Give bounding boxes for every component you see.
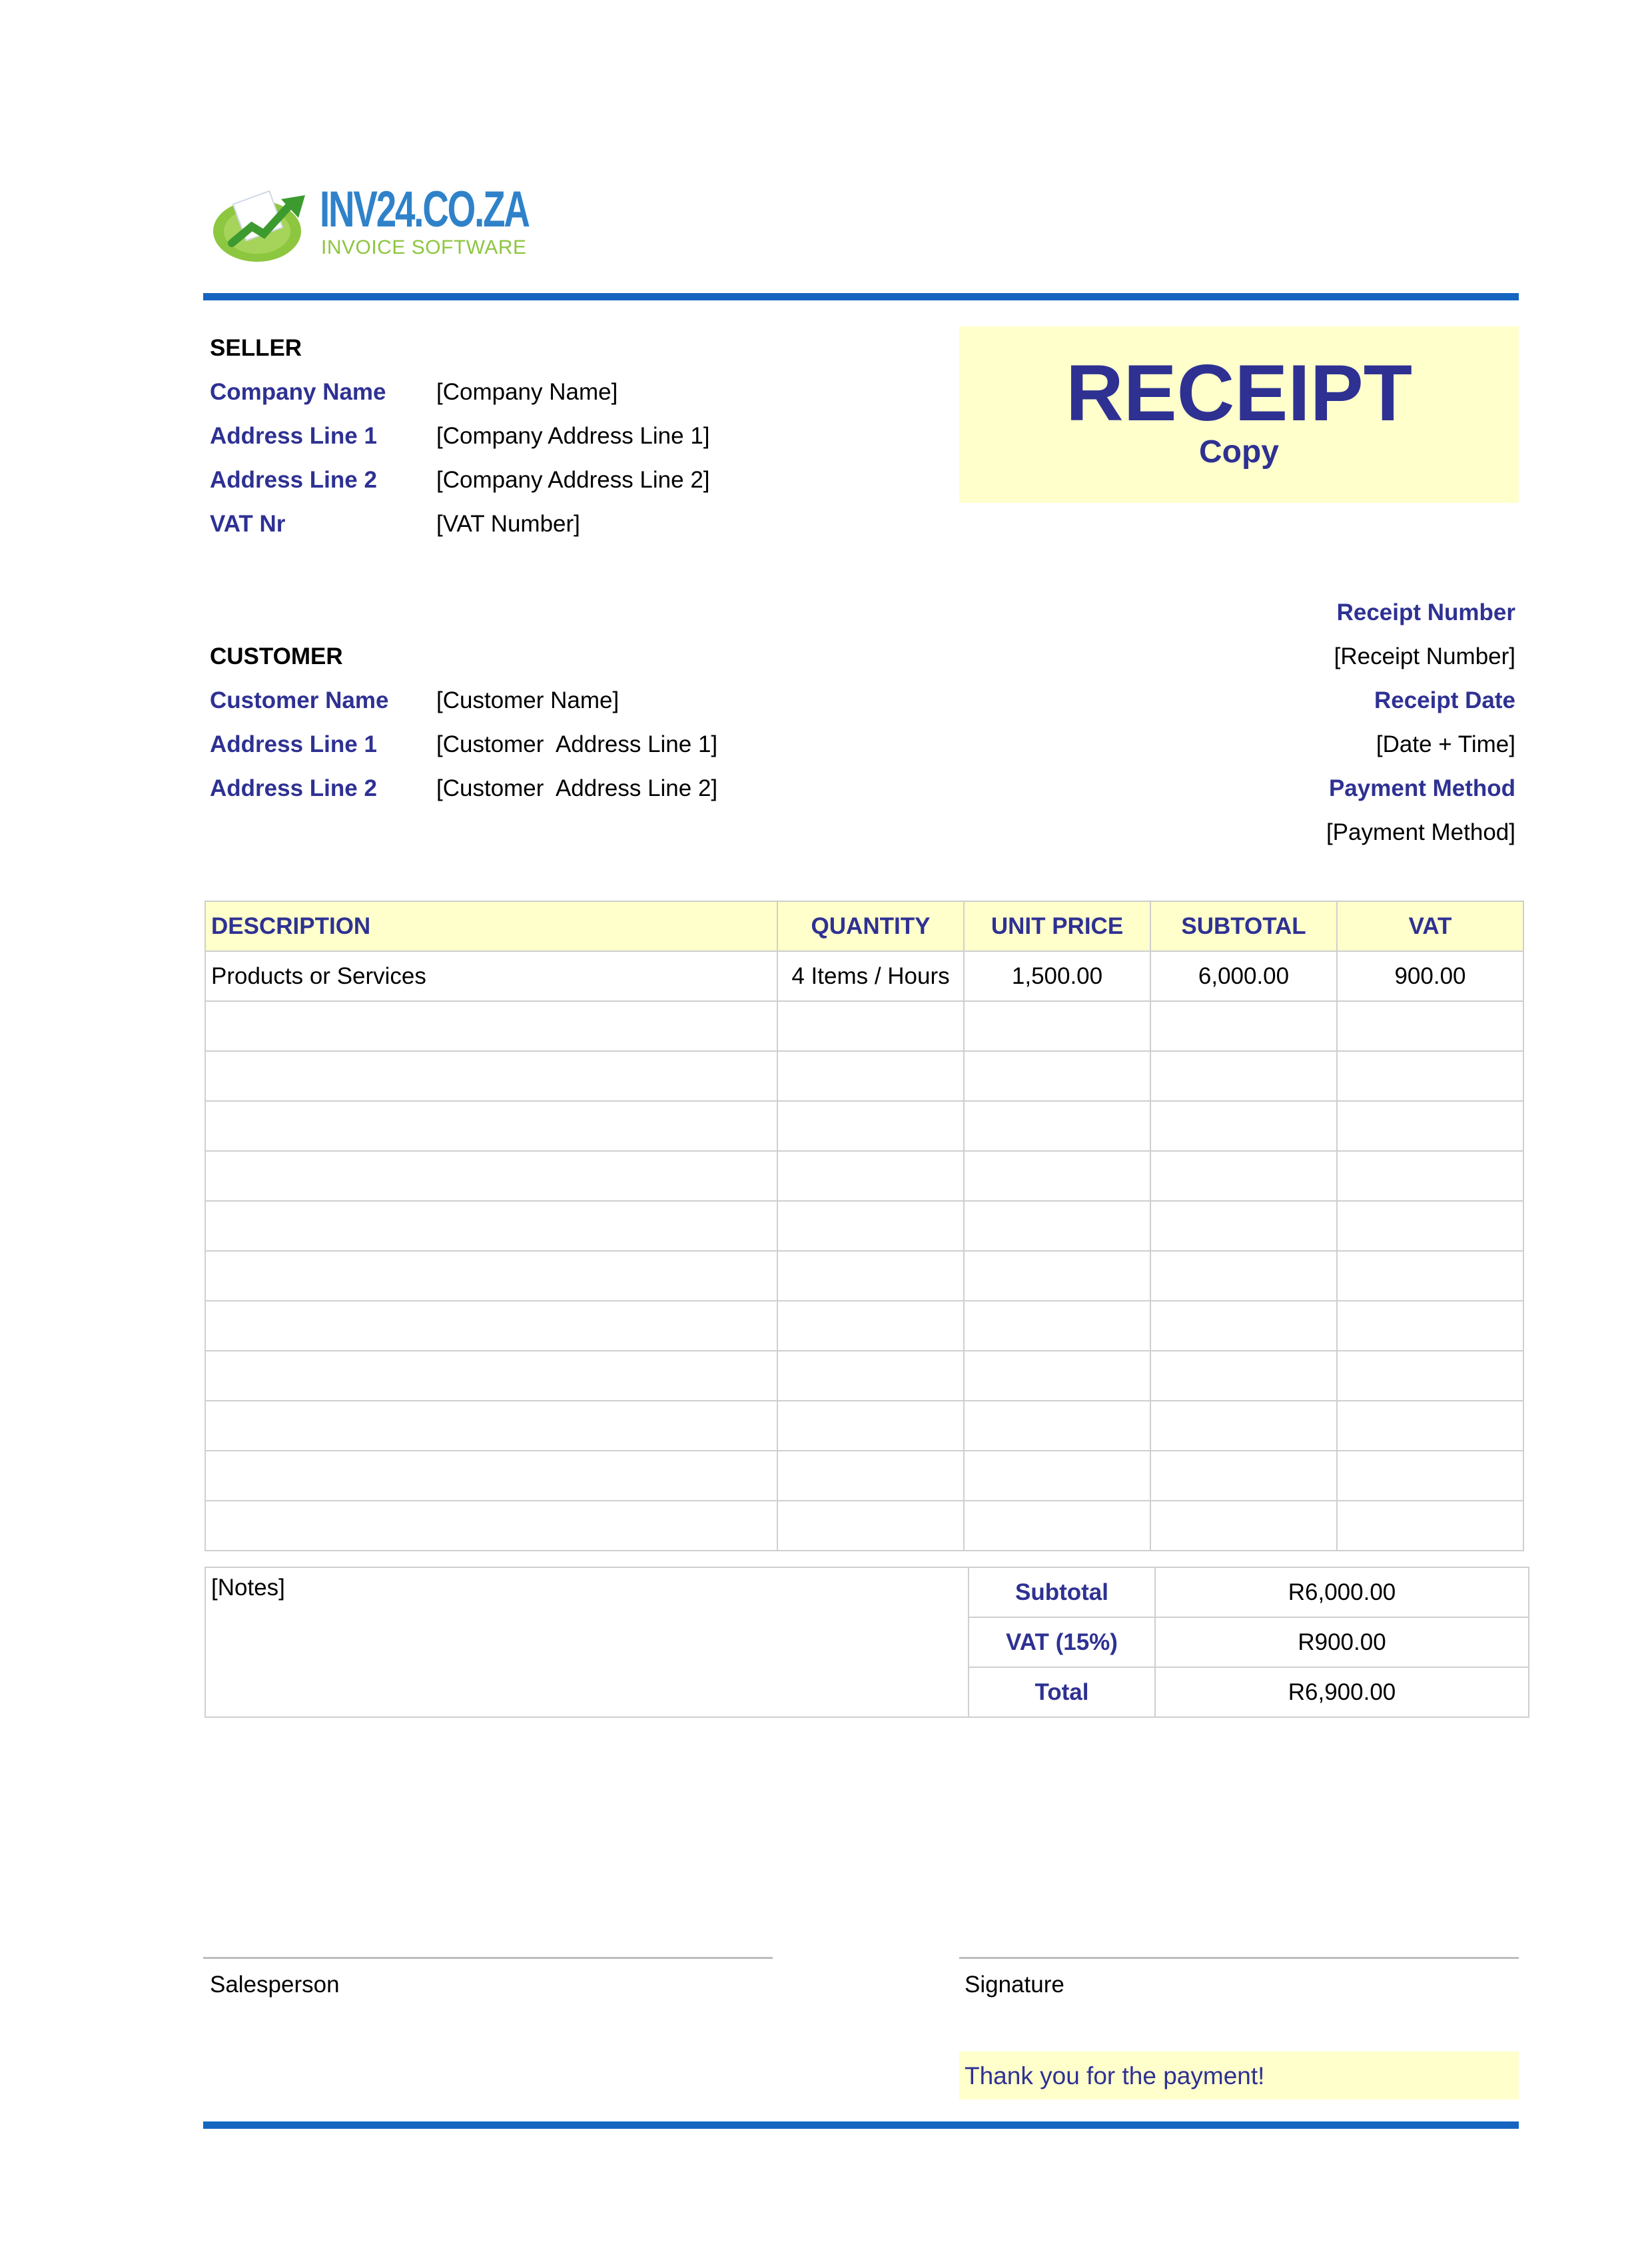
header-vat: VAT <box>1337 901 1523 951</box>
row-subtotal: 6,000.00 <box>1150 951 1337 1001</box>
header-quantity: QUANTITY <box>777 901 964 951</box>
row-unit-price: 1,500.00 <box>964 951 1150 1001</box>
total-value: R6,900.00 <box>1155 1667 1529 1717</box>
seller-address2-label: Address Line 2 <box>210 467 377 493</box>
vat-label: VAT (15%) <box>969 1617 1155 1667</box>
salesperson-label: Salesperson <box>210 1972 340 1998</box>
total-label: Total <box>969 1667 1155 1717</box>
seller-address1-value: [Company Address Line 1] <box>436 423 710 449</box>
seller-company-label: Company Name <box>210 379 386 405</box>
table-row <box>205 951 1523 1001</box>
customer-name-label: Customer Name <box>210 687 389 713</box>
subtotal-label: Subtotal <box>969 1567 1155 1617</box>
table-row <box>205 1201 1523 1251</box>
customer-heading: CUSTOMER <box>210 643 343 669</box>
row-vat: 900.00 <box>1337 951 1523 1001</box>
header-subtotal: SUBTOTAL <box>1150 901 1337 951</box>
seller-vat-value: [VAT Number] <box>436 511 580 537</box>
receipt-number-value: [Receipt Number] <box>1334 643 1515 669</box>
table-row <box>205 1351 1523 1401</box>
receipt-date-value: [Date + Time] <box>1376 731 1515 757</box>
table-row <box>205 1051 1523 1101</box>
customer-address2-value: [Customer Address Line 2] <box>436 775 718 801</box>
row-description: Products or Services <box>205 951 777 1001</box>
seller-address1-label: Address Line 1 <box>210 423 377 449</box>
table-row <box>205 1451 1523 1501</box>
logo-tagline: INVOICE SOFTWARE <box>321 236 527 258</box>
top-divider <box>203 293 1519 300</box>
table-row <box>205 1251 1523 1301</box>
salesperson-line <box>203 1957 773 1959</box>
receipt-title-box <box>959 326 1519 503</box>
table-row <box>205 1001 1523 1051</box>
notes-field: [Notes] <box>205 1567 969 1717</box>
table-row <box>205 1301 1523 1351</box>
chart-arrow-logo-icon <box>212 190 310 263</box>
payment-method-value: [Payment Method] <box>1326 819 1515 845</box>
thank-you-box <box>959 2052 1519 2099</box>
table-header-row <box>205 901 1523 951</box>
table-row <box>205 1501 1523 1551</box>
customer-name-value: [Customer Name] <box>436 687 620 713</box>
items-table <box>205 901 1524 1551</box>
customer-address1-label: Address Line 1 <box>210 731 377 757</box>
customer-address1-value: [Customer Address Line 1] <box>436 731 718 757</box>
header-description: DESCRIPTION <box>205 901 777 951</box>
document-title: RECEIPT <box>1065 348 1413 438</box>
seller-vat-label: VAT Nr <box>210 511 286 537</box>
signature-label: Signature <box>965 1972 1064 1998</box>
seller-heading: SELLER <box>210 335 302 361</box>
document-subtitle: Copy <box>1199 434 1279 470</box>
logo-name: INV24.CO.ZA <box>320 181 529 238</box>
payment-method-label: Payment Method <box>1328 775 1515 801</box>
company-logo <box>212 170 532 270</box>
seller-company-value: [Company Name] <box>436 379 618 405</box>
table-row <box>205 1401 1523 1451</box>
customer-address2-label: Address Line 2 <box>210 775 377 801</box>
subtotal-value: R6,000.00 <box>1155 1567 1529 1617</box>
seller-address2-value: [Company Address Line 2] <box>436 467 710 493</box>
table-row <box>205 1101 1523 1151</box>
bottom-divider <box>203 2121 1519 2129</box>
receipt-date-label: Receipt Date <box>1374 687 1515 713</box>
receipt-number-label: Receipt Number <box>1336 599 1515 625</box>
table-row <box>205 1151 1523 1201</box>
header-unit-price: UNIT PRICE <box>964 901 1150 951</box>
totals-table <box>205 1567 1529 1718</box>
vat-value: R900.00 <box>1155 1617 1529 1667</box>
thank-you-message: Thank you for the payment! <box>965 2062 1265 2089</box>
row-quantity: 4 Items / Hours <box>777 951 964 1001</box>
signature-line <box>959 1957 1519 1959</box>
